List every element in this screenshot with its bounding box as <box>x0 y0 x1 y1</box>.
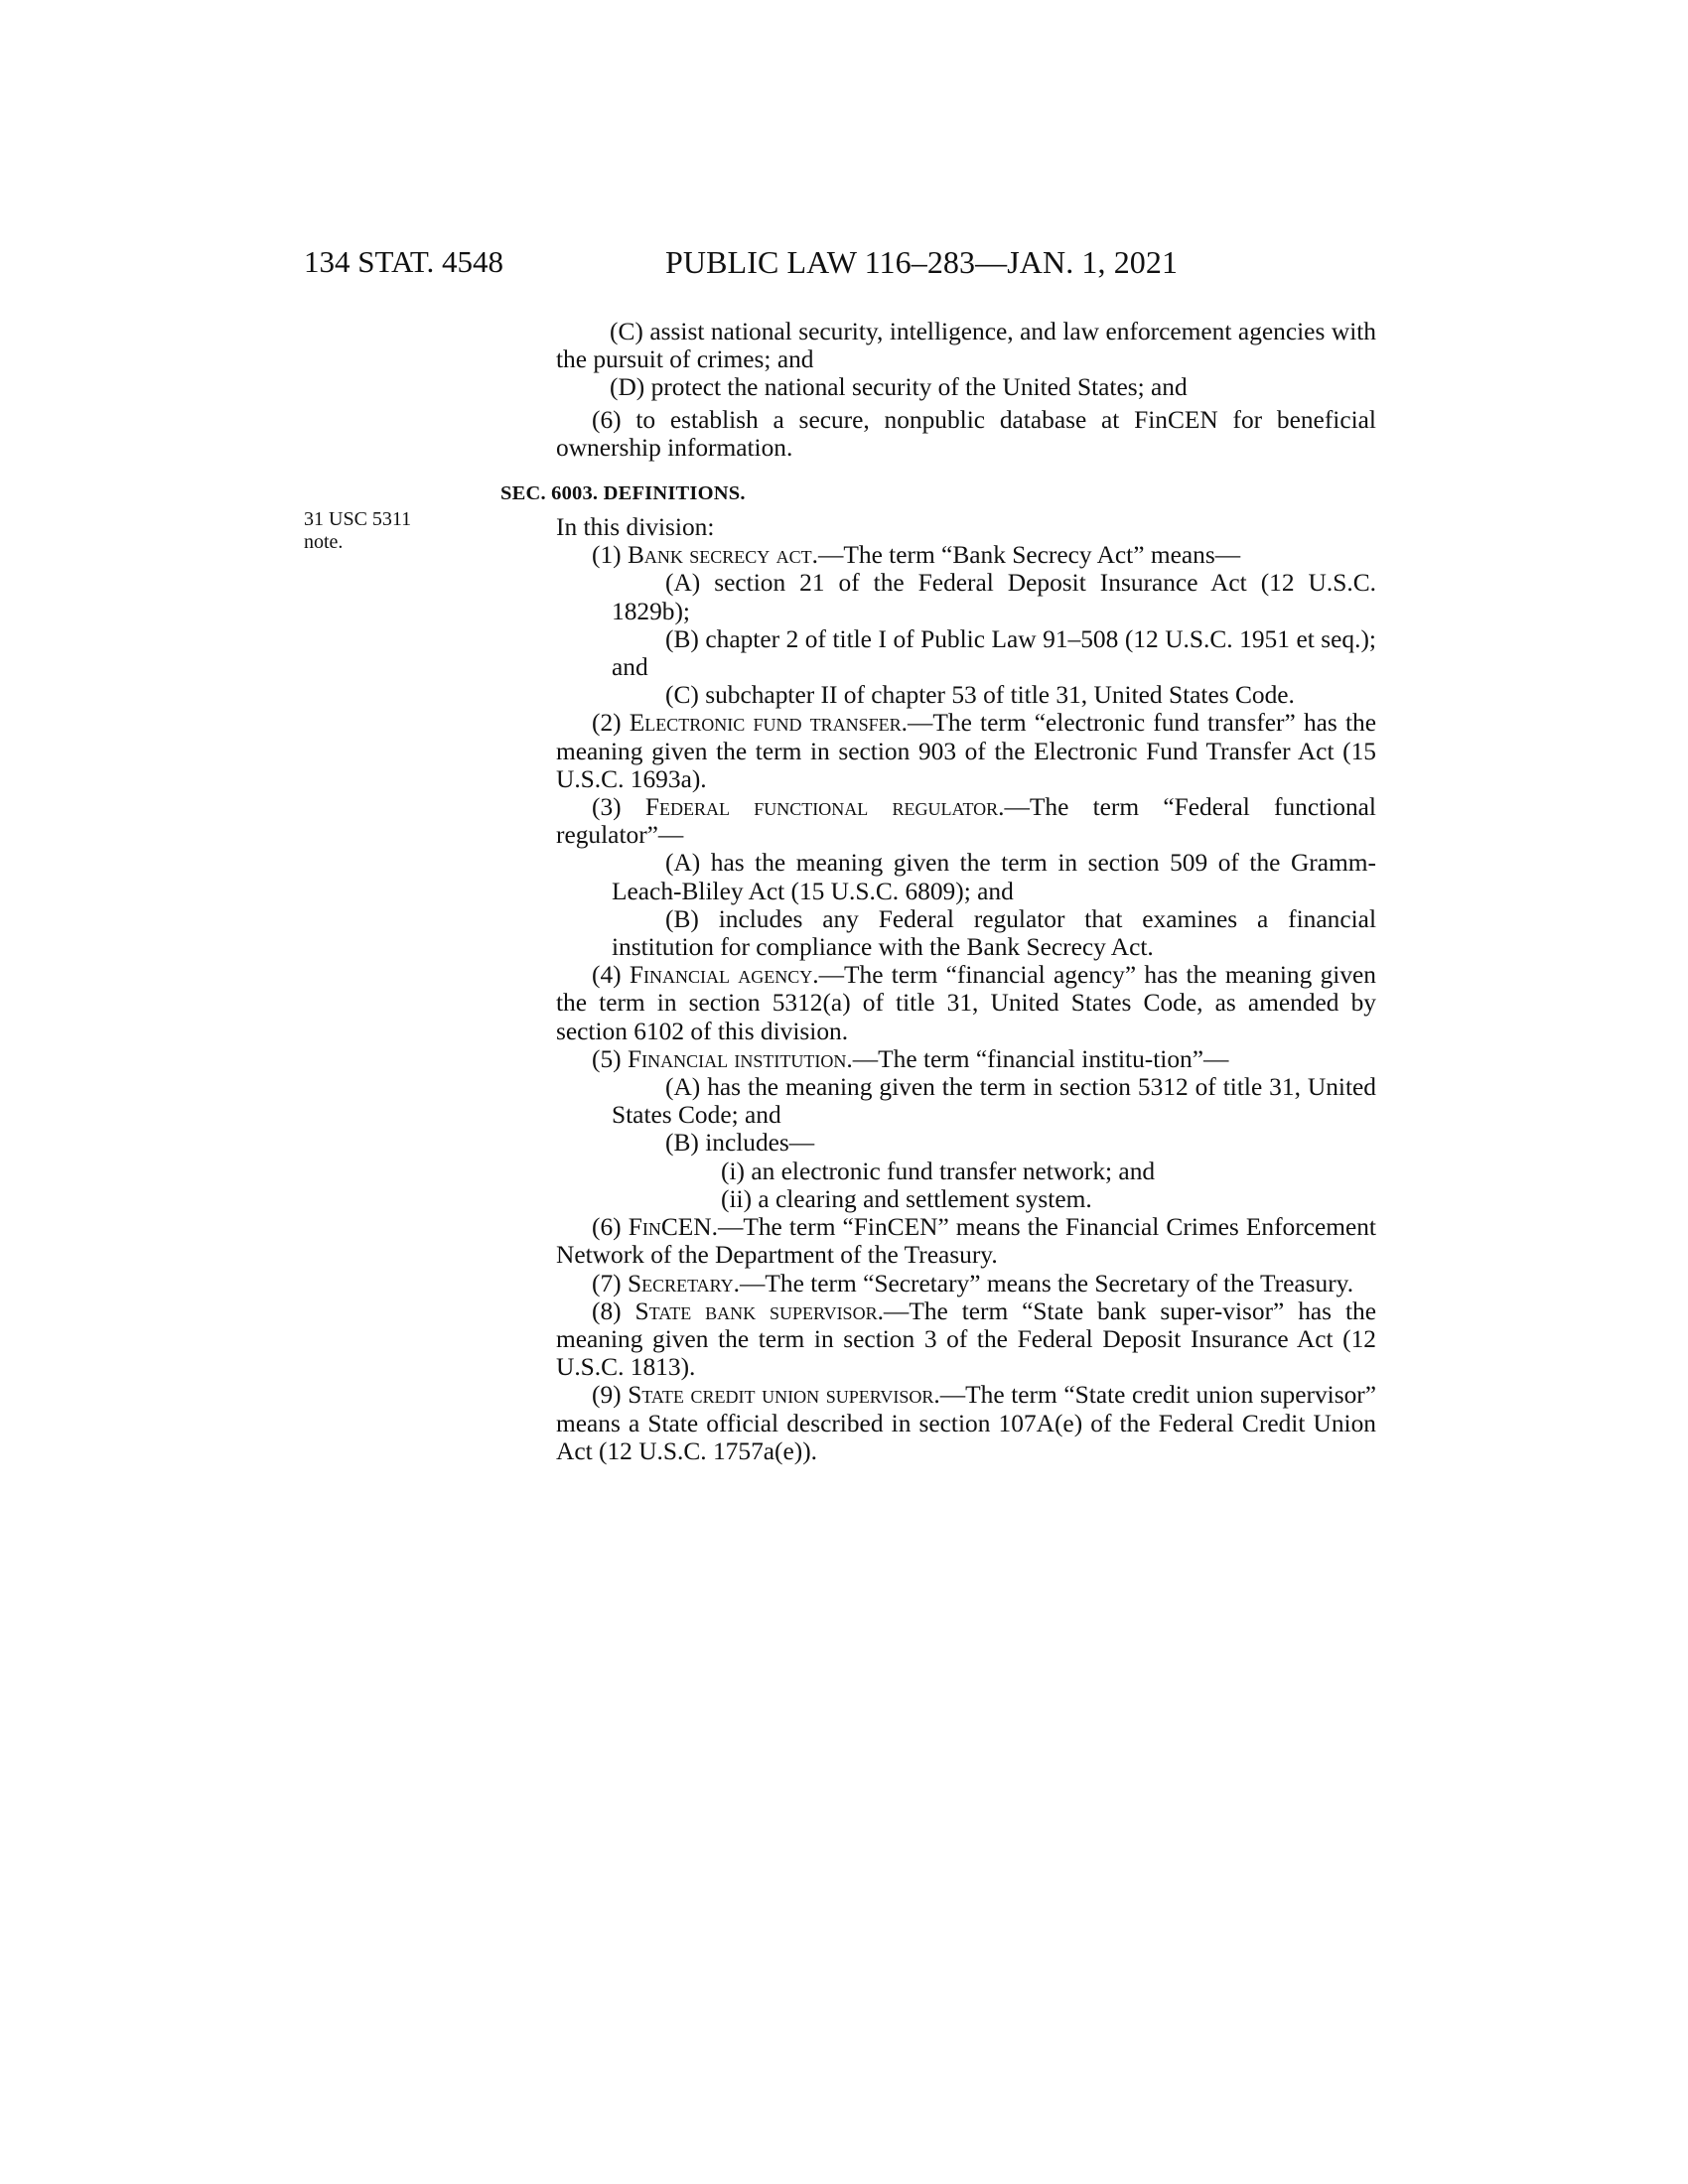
definition-4-number: (4) <box>592 961 630 990</box>
definition-5-number: (5) <box>592 1044 628 1073</box>
running-head-title: PUBLIC LAW 116–283—JAN. 1, 2021 <box>665 244 1179 280</box>
definition-1-c: (C) subchapter II of chapter 53 of title 31, United States Code. <box>665 681 1295 710</box>
intro-line: In this division: <box>556 513 715 542</box>
definition-5-term: Financial institution <box>627 1044 847 1073</box>
document-body <box>500 318 1376 1465</box>
definition-5-b: (B) includes— <box>665 1129 815 1158</box>
definition-1-a: (A) section 21 of the Federal Deposit Insurance Act (12 U.S.C. 1829b); <box>612 569 1376 625</box>
definition-5-b-ii: (ii) a clearing and settlement system. <box>721 1184 1092 1213</box>
definition-6-number: (6) <box>592 1213 629 1242</box>
definition-4 <box>556 961 1376 1045</box>
paragraph-6: (6) to establish a secure, nonpublic database at FinCEN for beneficial ownership information. <box>556 405 1376 462</box>
definition-8-term: State bank supervisor <box>634 1297 878 1325</box>
page-stat-number: 134 STAT. 4548 <box>304 244 504 279</box>
definition-8 <box>556 1297 1376 1382</box>
paragraph-c: (C) assist national security, intelligence, and law enforcement agencies with the pursuit of crimes; and <box>556 318 1376 374</box>
definition-3-a: (A) has the meaning given the term in section 509 of the Gramm-Leach-Bliley Act (15 U.S.C. 6809); and <box>612 849 1376 905</box>
definition-7-text: .—The term “Secretary” means the Secretary of the Treasury. <box>733 1269 1354 1297</box>
definition-1 <box>556 541 1376 569</box>
definition-4-text: .—The term “financial agency” has the meaning given the term in section 5312(a) of title 31, United States Code, as amended by section 6102 of this division. <box>556 961 1376 1045</box>
definition-1-b: (B) chapter 2 of title I of Public Law 91–508 (12 U.S.C. 1951 et seq.); and <box>612 624 1376 682</box>
definition-9-number: (9) <box>592 1381 629 1410</box>
definition-2-term: Electronic fund transfer <box>629 709 902 738</box>
paragraph-d: (D) protect the national security of the United States; and <box>610 373 1188 402</box>
definition-1-number: (1) <box>592 541 628 570</box>
definition-3-number: (3) <box>592 793 645 822</box>
definition-2-number: (2) <box>592 709 630 738</box>
margin-note-suffix: note. <box>304 531 344 553</box>
definition-3 <box>556 793 1376 849</box>
definition-3-term: Federal functional regulator <box>644 793 999 822</box>
definition-9-text: .—The term “State credit union supervisor” means a State official described in section 107A(e) of the Federal Credit Union Act (12 U.S.C. 1757a(e)). <box>556 1381 1376 1465</box>
definition-7 <box>556 1270 1376 1297</box>
definition-1-text: .—The term “Bank Secrecy Act” means— <box>811 541 1241 570</box>
definition-3-b: (B) includes any Federal regulator that examines a financial institution for compliance with the Bank Secrecy Act. <box>612 904 1376 962</box>
definition-5-a: (A) has the meaning given the term in section 5312 of title 31, United States Code; and <box>612 1073 1376 1130</box>
definition-8-text: .—The term “State bank super-visor” has the meaning given the term in section 3 of the Federal Deposit Insurance Act (12 U.S.C. 1813). <box>556 1297 1376 1382</box>
definition-2-text: .—The term “electronic fund transfer” has the meaning given the term in section 903 of the Electronic Fund Transfer Act (15 U.S.C. 1693a). <box>556 709 1376 793</box>
definition-6-term: FinCEN <box>628 1213 712 1242</box>
definition-3-text: .—The term “Federal functional regulator”— <box>556 793 1376 850</box>
definition-1-term: Bank secrecy act <box>627 541 812 570</box>
definition-6-text: .—The term “FinCEN” means the Financial Crimes Enforcement Network of the Department of the Treasury. <box>556 1213 1376 1270</box>
definition-7-number: (7) <box>592 1269 628 1297</box>
definition-5-text: .—The term “financial institu-tion”— <box>846 1044 1229 1073</box>
definition-9-term: State credit union supervisor <box>628 1381 934 1410</box>
definition-5 <box>556 1045 1376 1073</box>
definition-8-number: (8) <box>592 1297 635 1325</box>
definition-6 <box>556 1213 1376 1269</box>
definition-2 <box>556 709 1376 793</box>
margin-note-citation: 31 USC 5311 <box>304 508 412 530</box>
definition-4-term: Financial agency <box>629 961 813 990</box>
definition-5-b-i: (i) an electronic fund transfer network; and <box>721 1157 1156 1185</box>
section-heading: SEC. 6003. DEFINITIONS. <box>500 482 746 505</box>
definition-9 <box>556 1381 1376 1465</box>
margin-note <box>304 508 443 554</box>
definition-7-term: Secretary <box>627 1269 734 1297</box>
